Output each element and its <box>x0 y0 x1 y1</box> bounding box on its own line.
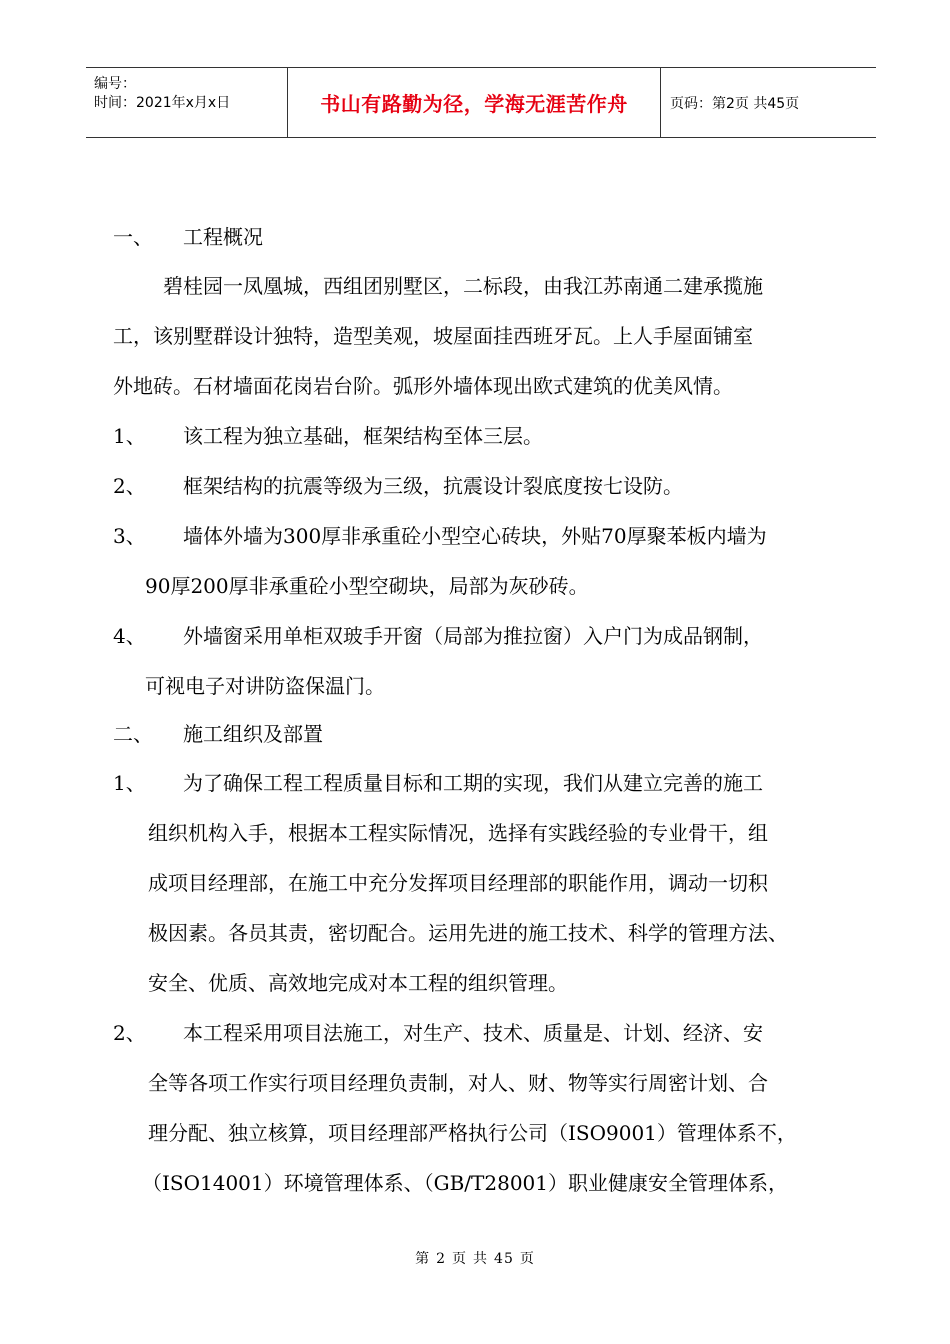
item-marker: 2、 <box>113 1021 146 1045</box>
document-header <box>86 67 876 138</box>
item-text: 该工程为独立基础，框架结构至体三层。 <box>183 424 543 448</box>
item-marker: 2、 <box>113 474 146 498</box>
footer-word: 共 <box>473 1251 489 1267</box>
list-item-2 <box>113 474 683 498</box>
item-marker: 1、 <box>113 771 146 795</box>
number-label: 编号： <box>94 76 136 92</box>
item-continuation: 极因素。各员其责，密切配合。运用先进的施工技术、科学的管理方法、 <box>148 921 788 945</box>
item-continuation: 组织机构入手，根据本工程实际情况，选择有实践经验的专业骨干，组 <box>148 821 768 845</box>
item-text: 外墙窗采用单柜双玻手开窗（局部为推拉窗）入户门为成品钢制， <box>183 624 763 648</box>
list-item-1 <box>113 424 543 448</box>
page-footer <box>0 1248 950 1268</box>
list-item-2 <box>113 1021 763 1045</box>
footer-word: 页 <box>452 1251 468 1267</box>
section-title: 施工组织及部置 <box>183 722 323 746</box>
item-continuation: 全等各项工作实行项目经理负责制，对人、财、物等实行周密计划、合 <box>148 1071 768 1095</box>
footer-word: 第 <box>415 1251 431 1267</box>
item-text: 墙体外墙为300厚非承重砼小型空心砖块，外贴70厚聚苯板内墙为 <box>183 524 767 548</box>
paragraph-line: 外地砖。石材墙面花岗岩台阶。弧形外墙体现出欧式建筑的优美风情。 <box>113 374 733 398</box>
section-marker: 一、 <box>113 225 153 249</box>
footer-word: 页 <box>519 1251 535 1267</box>
item-continuation: 可视电子对讲防盗保温门。 <box>145 674 385 698</box>
list-item-4 <box>113 624 763 648</box>
motto: 书山有路勤为径，学海无涯苦作舟 <box>320 92 628 116</box>
header-center-cell <box>287 68 661 137</box>
page-info: 页码：第2页 共45页 <box>670 95 800 112</box>
item-marker: 3、 <box>113 524 146 548</box>
item-continuation: 90厚200厚非承重砼小型空砌块，局部为灰砂砖。 <box>145 574 589 598</box>
item-text: 框架结构的抗震等级为三级，抗震设计裂底度按七设防。 <box>183 474 683 498</box>
item-continuation: 理分配、独立核算，项目经理部严格执行公司（ISO9001）管理体系不， <box>148 1121 797 1145</box>
header-right-cell <box>661 68 876 137</box>
list-item-3 <box>113 524 767 548</box>
footer-total-pages: 45 <box>494 1251 514 1267</box>
item-text: 本工程采用项目法施工，对生产、技术、质量是、计划、经济、安 <box>183 1021 763 1045</box>
item-text: 为了确保工程工程质量目标和工期的实现，我们从建立完善的施工 <box>183 771 763 795</box>
time-label: 时间：2021年x月x日 <box>94 95 231 111</box>
header-left-cell <box>86 68 287 137</box>
section-marker: 二、 <box>113 722 153 746</box>
item-marker: 4、 <box>113 624 146 648</box>
item-continuation: （ISO14001）环境管理体系、（GB/T28001）职业健康安全管理体系， <box>142 1171 788 1195</box>
list-item-1 <box>113 771 763 795</box>
footer-page-number: 2 <box>436 1251 447 1267</box>
paragraph-line: 工，该别墅群设计独特，造型美观，坡屋面挂西班牙瓦。上人手屋面铺室 <box>113 324 753 348</box>
section-title: 工程概况 <box>183 225 263 249</box>
section-heading-1 <box>113 225 263 249</box>
paragraph-line: 碧桂园一凤凰城，西组团别墅区，二标段，由我江苏南通二建承揽施 <box>163 274 763 298</box>
item-continuation: 安全、优质、高效地完成对本工程的组织管理。 <box>148 971 568 995</box>
item-marker: 1、 <box>113 424 146 448</box>
section-heading-2 <box>113 722 323 746</box>
item-continuation: 成项目经理部，在施工中充分发挥项目经理部的职能作用，调动一切积 <box>148 871 768 895</box>
